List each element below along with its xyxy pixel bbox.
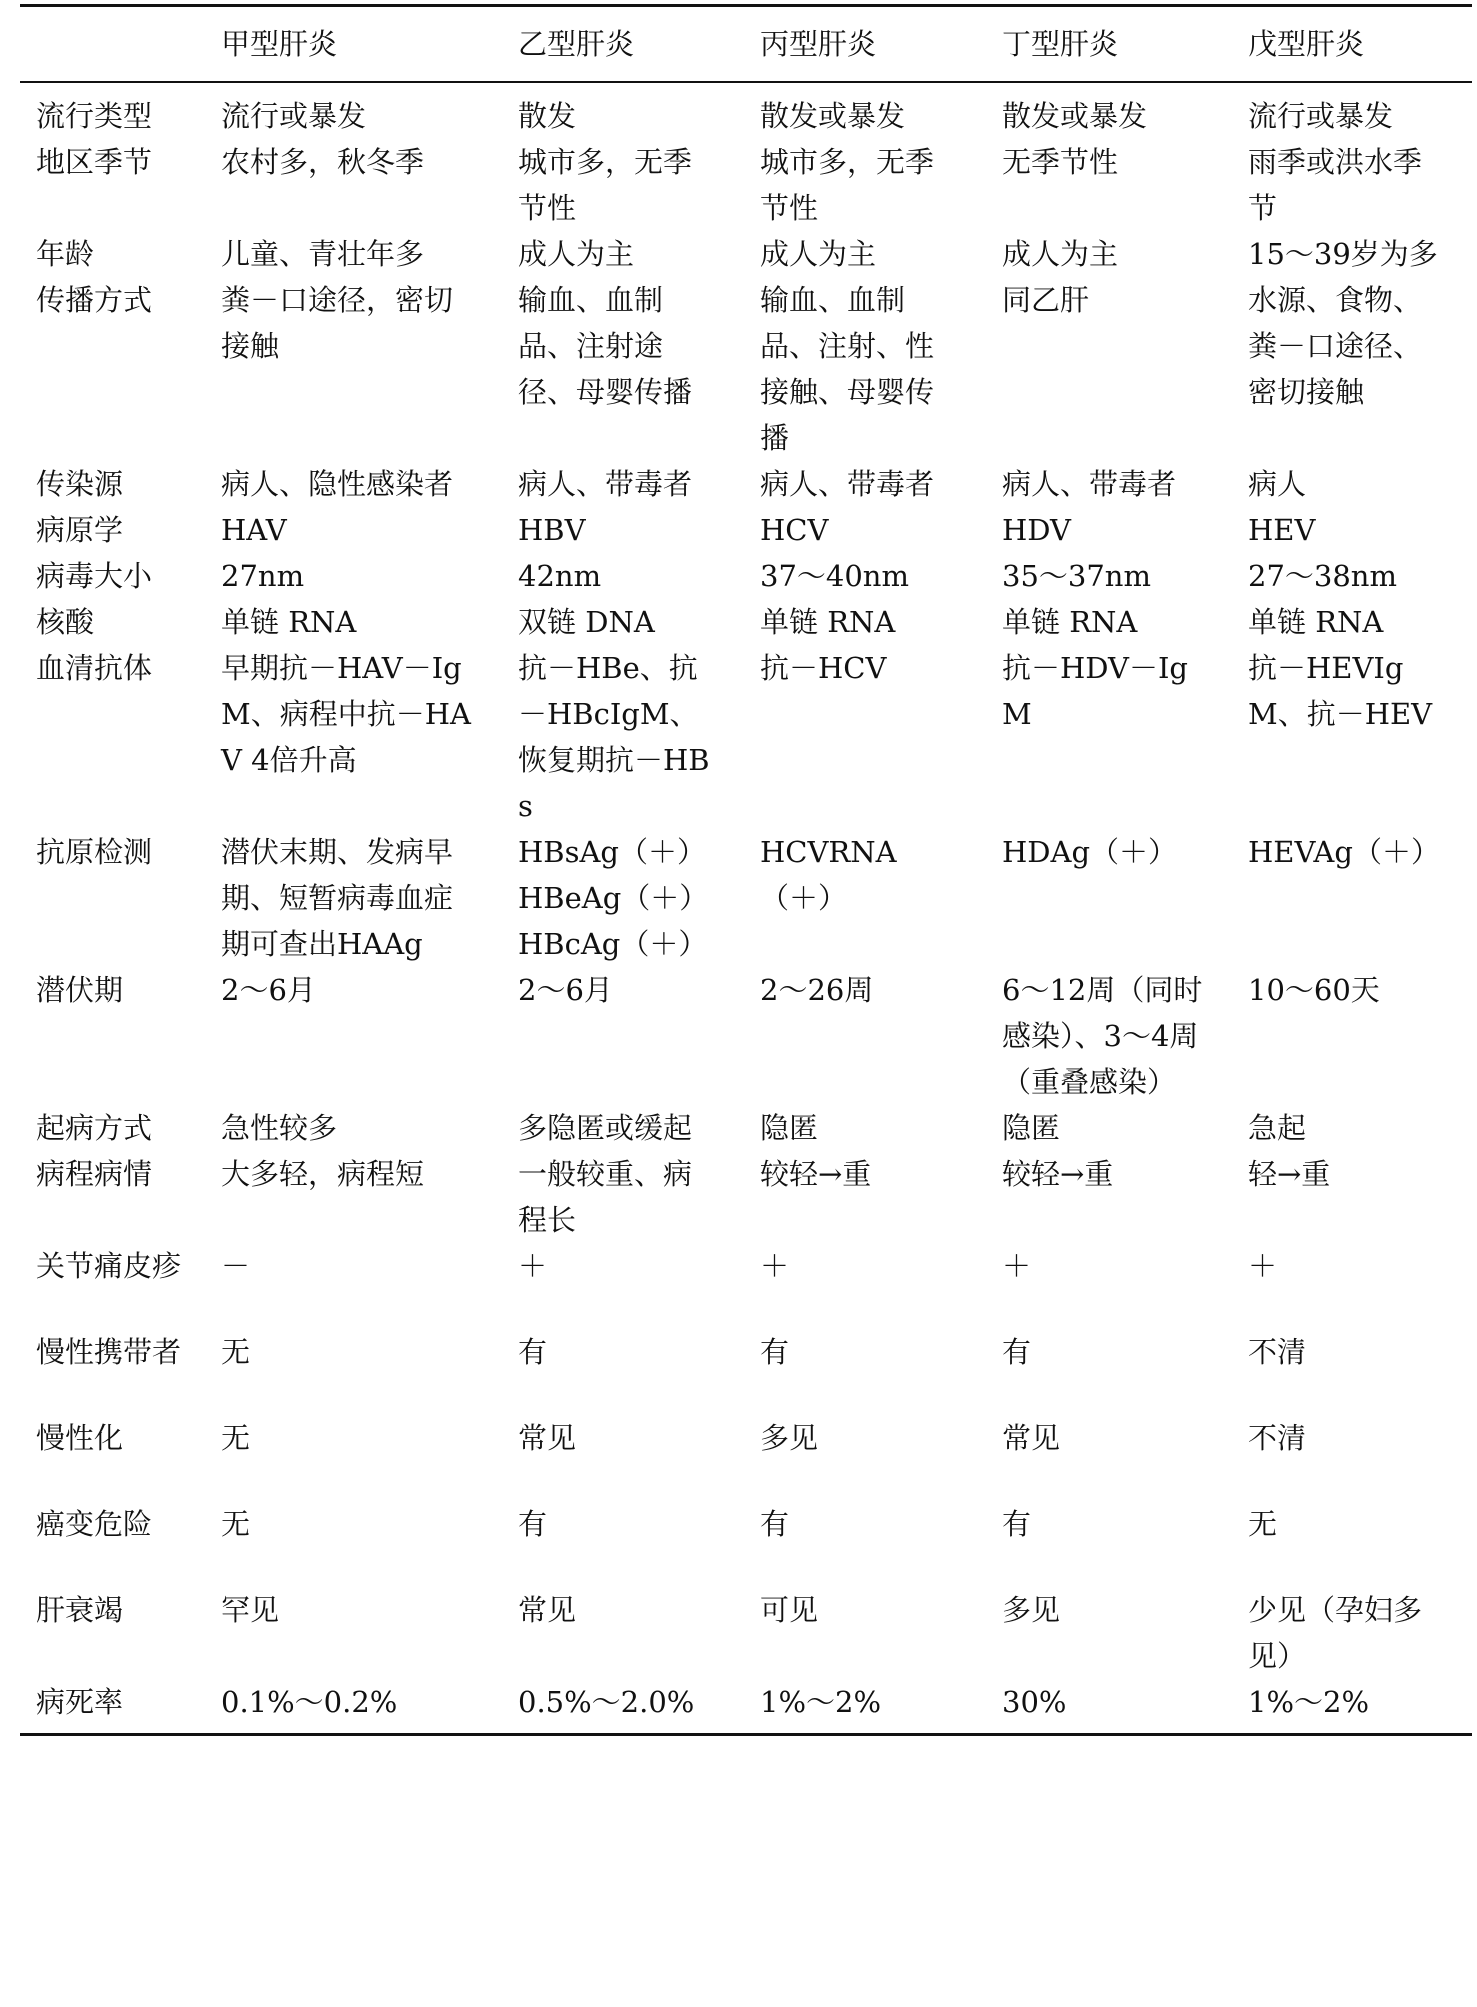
- table-cell: 病人: [1248, 467, 1307, 501]
- table-cell: HDV: [1002, 513, 1071, 547]
- table-cell: 大多轻，病程短: [221, 1157, 425, 1191]
- table-body: [20, 82, 1472, 1735]
- table-cell: 病人、带毒者: [760, 467, 935, 501]
- table-row: [20, 507, 1472, 553]
- row-label: 病程病情: [36, 1157, 153, 1191]
- table-row: [20, 1329, 1472, 1415]
- row-label: 慢性化: [36, 1421, 124, 1455]
- table-cell: 城市多，无季节性: [760, 145, 935, 225]
- table-cell: 隐匿: [760, 1111, 819, 1145]
- table-cell: 急起: [1248, 1111, 1307, 1145]
- table-cell: 单链 RNA: [1002, 605, 1138, 639]
- table-cell: －: [221, 1249, 251, 1283]
- table-cell: HCVRNA（＋）: [760, 835, 897, 915]
- table-cell: 常见: [518, 1593, 577, 1627]
- table-row: [20, 277, 1472, 461]
- table-header: [20, 6, 1472, 83]
- table-cell: 抗－HDV－IgM: [1002, 651, 1188, 731]
- table-cell: 早期抗－HAV－IgM、病程中抗－HAV 4倍升高: [221, 651, 471, 777]
- row-label: 传播方式: [36, 283, 153, 317]
- row-label: 地区季节: [36, 145, 153, 179]
- row-label: 血清抗体: [36, 651, 153, 685]
- table-cell: 6～12周（同时感染）、3～4周（重叠感染）: [1002, 973, 1203, 1099]
- table-row: [20, 1587, 1472, 1679]
- table-cell: 无季节性: [1002, 145, 1119, 179]
- table-row: [20, 82, 1472, 139]
- table-cell: 有: [518, 1507, 548, 1541]
- table-cell: 双链 DNA: [518, 605, 655, 639]
- row-label: 病原学: [36, 513, 124, 547]
- row-label: 流行类型: [36, 99, 153, 133]
- table-cell: 单链 RNA: [760, 605, 896, 639]
- table-row: [20, 553, 1472, 599]
- table-cell: 流行或暴发: [1248, 99, 1394, 133]
- table-cell: 2～26周: [760, 973, 874, 1007]
- table-cell: 有: [518, 1335, 548, 1369]
- row-label: 传染源: [36, 467, 124, 501]
- table-cell: HAV: [221, 513, 287, 547]
- row-label: 癌变危险: [36, 1507, 153, 1541]
- table-cell: 流行或暴发: [221, 99, 367, 133]
- table-cell: 无: [1248, 1507, 1278, 1541]
- row-label: 潜伏期: [36, 973, 124, 1007]
- table-cell: 无: [221, 1507, 251, 1541]
- table-cell: 雨季或洪水季节: [1248, 145, 1423, 225]
- table-cell: ＋: [760, 1249, 790, 1283]
- table-cell: 15～39岁为多: [1248, 237, 1438, 271]
- table-cell: 成人为主: [1002, 237, 1119, 271]
- header-row: [20, 6, 1472, 83]
- row-label: 核酸: [36, 605, 95, 639]
- table-cell: HEVAg（＋）: [1248, 835, 1440, 869]
- row-label: 抗原检测: [36, 835, 153, 869]
- table-cell: 无: [221, 1335, 251, 1369]
- table-cell: 单链 RNA: [1248, 605, 1384, 639]
- table-cell: 0.1%～0.2%: [201, 1679, 498, 1735]
- table-row: [20, 1679, 1472, 1735]
- table-cell: 儿童、青壮年多: [221, 237, 425, 271]
- table-cell: 水源、食物、粪－口途径、密切接触: [1248, 283, 1423, 409]
- table-cell: 一般较重、病程长: [518, 1157, 693, 1237]
- table-cell: 不清: [1248, 1421, 1307, 1455]
- row-label: 肝衰竭: [36, 1593, 124, 1627]
- row-label: 起病方式: [36, 1111, 153, 1145]
- table-cell: 有: [760, 1335, 790, 1369]
- table-cell: 常见: [518, 1421, 577, 1455]
- table-cell: 单链 RNA: [221, 605, 357, 639]
- row-label: 慢性携带者: [36, 1335, 182, 1369]
- table-cell: 较轻→重: [1002, 1157, 1114, 1191]
- row-label: 病死率: [20, 1679, 201, 1735]
- table-cell: 35～37nm: [1002, 559, 1151, 593]
- table-cell: 农村多，秋冬季: [221, 145, 425, 179]
- table-row: [20, 967, 1472, 1105]
- table-cell: 成人为主: [760, 237, 877, 271]
- table-cell: 10～60天: [1248, 973, 1380, 1007]
- table-cell: 输血、血制品、注射途径、母婴传播: [518, 283, 693, 409]
- table-row: [20, 1501, 1472, 1587]
- header-cell-hepatitis-a: 甲型肝炎: [201, 6, 498, 83]
- table-cell: 病人、带毒者: [1002, 467, 1177, 501]
- table-cell: 27～38nm: [1248, 559, 1397, 593]
- table-cell: 抗－HCV: [760, 651, 887, 685]
- table-cell: 42nm: [518, 559, 602, 593]
- hepatitis-comparison-table: [20, 4, 1472, 1736]
- table-cell: 常见: [1002, 1421, 1061, 1455]
- table-cell: 无: [221, 1421, 251, 1455]
- table-cell: 粪－口途径，密切接触: [221, 283, 454, 363]
- table-cell: 急性较多: [221, 1111, 338, 1145]
- table-cell: HBsAg（＋）HBeAg（＋）HBcAg（＋）: [518, 835, 709, 961]
- table-cell: 不清: [1248, 1335, 1307, 1369]
- table-cell: 成人为主: [518, 237, 635, 271]
- table-row: [20, 829, 1472, 967]
- table-row: [20, 1415, 1472, 1501]
- table-cell: 散发: [518, 99, 577, 133]
- table-cell: 轻→重: [1248, 1157, 1331, 1191]
- table-cell: 散发或暴发: [760, 99, 906, 133]
- table-cell: 输血、血制品、注射、性接触、母婴传播: [760, 283, 935, 455]
- table-cell: 隐匿: [1002, 1111, 1061, 1145]
- table-cell: 多见: [760, 1421, 819, 1455]
- table-cell: 病人、隐性感染者: [221, 467, 454, 501]
- table-cell: 抗－HBe、抗－HBcIgM、恢复期抗－HBs: [518, 651, 710, 823]
- header-cell-hepatitis-c: 丙型肝炎: [740, 6, 982, 83]
- table-row: [20, 645, 1472, 829]
- table-row: [20, 1151, 1472, 1243]
- table-cell: ＋: [518, 1249, 548, 1283]
- table-cell: 0.5%～2.0%: [498, 1679, 740, 1735]
- table-row: [20, 461, 1472, 507]
- table-cell: 有: [1002, 1335, 1032, 1369]
- table-cell: HCV: [760, 513, 829, 547]
- table-cell: 潜伏末期、发病早期、短暂病毒血症期可查出HAAg: [221, 835, 454, 961]
- table-cell: 1%～2%: [1228, 1679, 1472, 1735]
- table-cell: 较轻→重: [760, 1157, 872, 1191]
- header-cell-hepatitis-d: 丁型肝炎: [982, 6, 1228, 83]
- row-label: 关节痛皮疹: [36, 1249, 182, 1283]
- table-cell: 有: [760, 1507, 790, 1541]
- table-cell: 27nm: [221, 559, 305, 593]
- row-label: 年龄: [36, 237, 95, 271]
- table-cell: 有: [1002, 1507, 1032, 1541]
- table-cell: 抗－HEVIgM、抗－HEV: [1248, 651, 1433, 731]
- header-cell-hepatitis-b: 乙型肝炎: [498, 6, 740, 83]
- table-cell: 多见: [1002, 1593, 1061, 1627]
- table-cell: 30%: [982, 1679, 1228, 1735]
- table-row: [20, 139, 1472, 231]
- table-cell: 可见: [760, 1593, 819, 1627]
- header-cell-empty: [20, 6, 201, 83]
- table-cell: HDAg（＋）: [1002, 835, 1178, 869]
- table-cell: HEV: [1248, 513, 1316, 547]
- table-cell: 散发或暴发: [1002, 99, 1148, 133]
- table-row: [20, 599, 1472, 645]
- table-cell: 同乙肝: [1002, 283, 1090, 317]
- table-cell: 少见（孕妇多见）: [1248, 1593, 1423, 1673]
- row-label: 病毒大小: [36, 559, 153, 593]
- table-cell: 病人、带毒者: [518, 467, 693, 501]
- table-cell: 37～40nm: [760, 559, 909, 593]
- table-cell: ＋: [1248, 1249, 1278, 1283]
- table-cell: HBV: [518, 513, 586, 547]
- table-cell: ＋: [1002, 1249, 1032, 1283]
- table-cell: 2～6月: [221, 973, 316, 1007]
- table-row: [20, 231, 1472, 277]
- table-cell: 罕见: [221, 1593, 280, 1627]
- table-cell: 2～6月: [518, 973, 613, 1007]
- table-cell: 1%～2%: [740, 1679, 982, 1735]
- table-row: [20, 1243, 1472, 1329]
- header-cell-hepatitis-e: 戊型肝炎: [1228, 6, 1472, 83]
- table-cell: 多隐匿或缓起: [518, 1111, 693, 1145]
- table-row: [20, 1105, 1472, 1151]
- table-cell: 城市多，无季节性: [518, 145, 693, 225]
